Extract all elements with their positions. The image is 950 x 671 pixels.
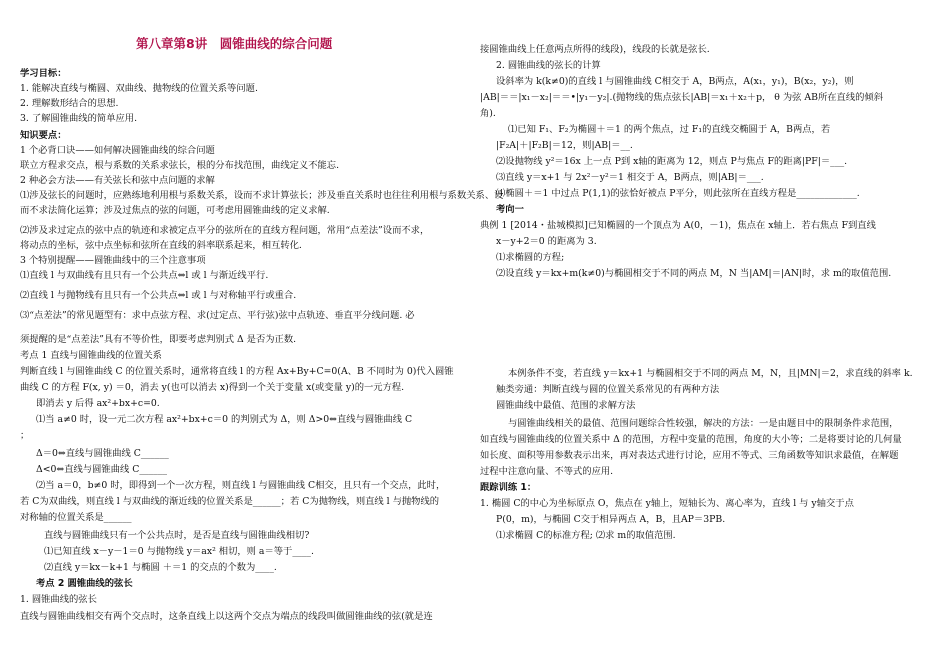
text-line: Δ<0⇔直线与圆锥曲线 C______ <box>36 464 168 475</box>
text-line: 学习目标： <box>20 68 67 79</box>
text-line: 1. 能解决直线与椭圆、双曲线、抛物线的位置关系等问题. <box>20 83 258 94</box>
text-line: 将动点的坐标，弦中点坐标和弦所在直线的斜率联系起来，相互转化. <box>20 240 302 251</box>
text-line: 而不求法简化运算；涉及过焦点的弦的问题，可考虑用圆锥曲线的定义求解. <box>20 205 330 216</box>
text-line: ； <box>20 430 30 441</box>
text-line: 考向一 <box>496 204 524 215</box>
text-line: |AB|＝＝|x₁－x₂|＝＝•|y₁－y₂|.(抛物线的焦点弦长|AB|＝x₁＋x₂＋p， θ 为弦 AB所在直线的倾斜 <box>480 92 884 103</box>
text-line: 若 C为双曲线，则直线 l 与双曲线的渐近线的位置关系是______；若 C为抛物线，则直线 l 与抛物线的 <box>20 496 440 507</box>
text-line: 须提醒的是“点差法”具有不等价性，即要考虑判别式 Δ 是否为正数. <box>20 334 297 345</box>
text-line: 直线与圆锥曲线只有一个公共点时，是否是直线与圆锥曲线相切? <box>44 530 310 541</box>
text-line: 考点 2 圆锥曲线的弦长 <box>36 578 133 589</box>
page-title: 第八章第8讲 圆锥曲线的综合问题 <box>136 36 333 51</box>
text-line: ⑴已知直线 x－y－1＝0 与抛物线 y＝ax² 相切，则 a＝等于____. <box>44 546 314 557</box>
text-line: 设斜率为 k(k≠0)的直线 l 与圆锥曲线 C相交于 A，B两点，A(x₁，y₁)，B(x₂，y₂)，则 <box>496 76 854 87</box>
text-line: ⑴直线 l 与双曲线有且只有一个公共点⇔l 或 l 与渐近线平行. <box>20 270 269 281</box>
text-line: 触类旁通：判断直线与圆的位置关系常见的有两种方法 <box>496 384 720 395</box>
text-line: 判断直线 l 与圆锥曲线 C 的位置关系时，通常将直线 l 的方程 Ax+By+C=0(A、B 不同时为 0)代入圆锥 <box>20 366 454 377</box>
text-line: 直线与圆锥曲线相交有两个交点时，这条直线上以这两个交点为端点的线段叫做圆锥曲线的弦(就是连 <box>20 611 433 622</box>
text-line: ⑵设直线 y＝kx+m(k≠0)与椭圆相交于不同的两点 M，N 当|AM|＝|AN|时，求 m的取值范围. <box>496 268 892 279</box>
text-line: 1. 椭圆 C的中心为坐标原点 O，焦点在 y轴上，短轴长为、离心率为，直线 l 与 y轴交于点 <box>480 498 854 509</box>
text-line: 曲线 C 的方程 F(x, y) ＝0，消去 y(也可以消去 x)得到一个关于变量 x(或变量 y)的一元方程. <box>20 382 405 393</box>
text-line: Δ＝0⇔直线与圆锥曲线 C______ <box>36 448 169 459</box>
text-line: ⑷椭圆＋＝1 中过点 P(1,1)的弦恰好被点 P平分，则此弦所在直线方程是_____________. <box>496 188 860 199</box>
text-line: ⑵设抛物线 y²＝16x 上一点 P到 x轴的距离为 12，则点 P与焦点 F的距离|PF|＝___. <box>496 156 848 167</box>
text-line: ⑴当 a≠0 时，设一元二次方程 ax²+bx+c＝0 的判别式为 Δ，则 Δ>0⇔直线与圆锥曲线 C <box>36 414 413 425</box>
text-line: 2. 理解数形结合的思想. <box>20 98 119 109</box>
text-line: ⑶“点差法”的常见题型有：求中点弦方程、求(过定点、平行弦)弦中点轨迹、垂直平分线问题. 必 <box>20 310 415 321</box>
text-line: 知识要点： <box>20 130 67 141</box>
text-line: ⑵涉及求过定点的弦中点的轨迹和求被定点平分的弦所在的直线方程问题，常用“点差法”设而不求， <box>20 225 430 236</box>
text-line: ⑵直线 y＝kx－k+1 与椭圆 ＋＝1 的交点的个数为____. <box>44 562 277 573</box>
text-line: 过程中注意向量、不等式的应用. <box>480 466 614 477</box>
text-line: ⑵当 a＝0，b≠0 时，即得到一个一次方程，则直线 l 与圆锥曲线 C相交，且只有一个交点，此时， <box>36 480 446 491</box>
text-line: 3 个特别提醒——圆锥曲线中的三个注意事项 <box>20 255 206 266</box>
text-line: 2. 圆锥曲线的弦长的计算 <box>496 60 601 71</box>
text-line: ⑴求椭圆 C的标准方程; ⑵求 m的取值范围. <box>496 530 676 541</box>
text-line: P(0，m)，与椭圆 C交于相异两点 A，B，且AP＝3PB. <box>496 514 726 525</box>
text-line: 1. 圆锥曲线的弦长 <box>20 594 97 605</box>
text-line: ⑴涉及弦长的问题时，应熟练地利用根与系数关系，设而不求计算弦长；涉及垂直关系时也往往利用根与系数关系、设 <box>20 190 504 201</box>
text-line: ⑶直线 y＝x+1 与 2x²－y²＝1 相交于 A，B两点，则|AB|＝___. <box>496 172 764 183</box>
text-line: 跟踪训练 1： <box>480 482 537 493</box>
text-line: 接圆锥曲线上任意两点所得的线段)，线段的长就是弦长. <box>480 44 710 55</box>
text-line: 如长度、面积等用参数表示出来，再对表达式进行讨论，应用不等式、三角函数等知识求最值，在解题 <box>480 450 899 461</box>
text-line: 2 种必会方法——有关弦长和弦中点问题的求解 <box>20 175 215 186</box>
text-line: 联立方程求交点，根与系数的关系求弦长，根的分布找范围，曲线定义不能忘. <box>20 160 340 171</box>
text-line: ⑴已知 F₁、F₂为椭圆＋＝1 的两个焦点，过 F₁的直线交椭圆于 A，B两点，若 <box>508 124 831 135</box>
text-line: |F₂A|＋|F₂B|＝12，则|AB|＝__. <box>496 140 633 151</box>
text-line: 与圆锥曲线相关的最值、范围问题综合性较强，解决的方法：一是由题目中的限制条件求范围， <box>508 418 899 429</box>
text-line: 对称轴的位置关系是______ <box>20 512 132 523</box>
text-line: 考点 1 直线与圆锥曲线的位置关系 <box>20 350 162 361</box>
text-line: 圆锥曲线中最值、范围的求解方法 <box>496 400 636 411</box>
text-line: ⑵直线 l 与抛物线有且只有一个公共点⇔l 或 l 与对称轴平行或重合. <box>20 290 297 301</box>
text-line: ⑴求椭圆的方程; <box>496 252 565 263</box>
text-line: 典例 1 [2014・盐城模拟]已知椭圆的一个顶点为 A(0，－1)，焦点在 x轴上．若右焦点 F到直线 <box>480 220 876 231</box>
text-line: 角). <box>480 108 496 119</box>
text-line: x－y+2＝0 的距离为 3. <box>496 236 597 247</box>
text-line: 即消去 y 后得 ax²+bx+c=0. <box>36 398 160 409</box>
text-line: 如直线与圆锥曲线的位置关系中 Δ 的范围，方程中变量的范围，角度的大小等；二是将要讨论的几何量 <box>480 434 902 445</box>
text-line: 本例条件不变，若直线 y＝kx+1 与椭圆相交于不同的两点 M，N，且|MN|＝2，求直线的斜率 k. <box>508 368 913 379</box>
text-line: 3. 了解圆锥曲线的简单应用. <box>20 113 138 124</box>
text-line: 1 个必背口诀——如何解决圆锥曲线的综合问题 <box>20 145 215 156</box>
